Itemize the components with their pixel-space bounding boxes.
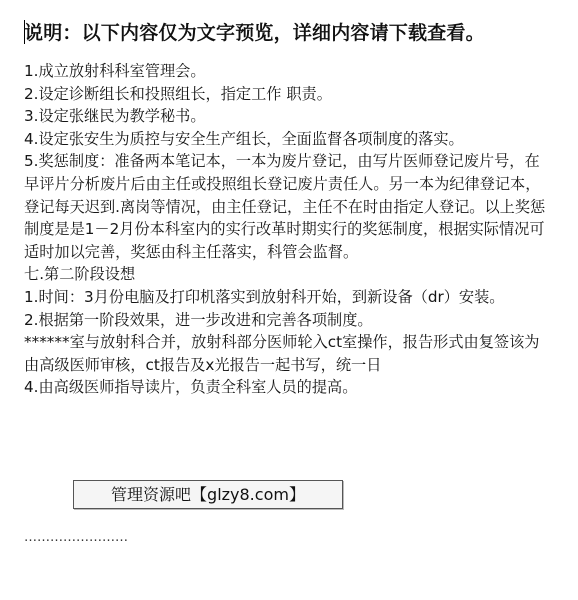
paragraph-item-8: ******室与放射科合并，放射科部分医师轮入ct室操作，报告形式由复签该为由高级医师审核，ct报告及x光报告一起书写，统一日	[24, 333, 540, 374]
document-body	[24, 60, 554, 399]
paragraph-item-2: 2.设定诊断组长和投照组长，指定工作 职责。	[24, 84, 332, 103]
paragraph-item-4: 4.设定张安生为质控与安全生产组长，全面监督各项制度的落实。	[24, 129, 464, 148]
paragraph-item-5: 5.奖惩制度：准备两本笔记本，一本为废片登记，由写片医师登记废片号，在早评片分析废片后由主任或投照组长登记废片责任人。另一本为纪律登记本，登记每天迟到.离岗等情况，由主任登记，主任不在时由指定人登记。以上奖惩制度是是1－2月份本科室内的实行改革时期实行的奖惩制度，根据实际情况可适时加以完善，奖惩由科主任落实，科管会监督。	[24, 152, 546, 261]
paragraph-item-7: 2.根据第一阶段效果，进一步改进和完善各项制度。	[24, 310, 373, 329]
paragraph-item-6: 1.时间：3月份电脑及打印机落实到放射科开始，到新设备（dr）安装。	[24, 287, 505, 306]
preview-notice: 说明：以下内容仅为文字预览，详细内容请下载查看。	[24, 22, 485, 44]
paragraph-item-9: 4.由高级医师指导读片，负责全科室人员的提高。	[24, 378, 358, 397]
continuation-dots: ……………………	[24, 530, 128, 545]
paragraph-item-1: 1.成立放射科科室管理会。	[24, 62, 206, 80]
site-link-overlay[interactable]: 管理资源吧【glzy8.com】	[73, 480, 343, 509]
paragraph-item-3: 3.设定张继民为教学秘书。	[24, 107, 206, 126]
section-heading: 七.第二阶段设想	[24, 265, 136, 284]
